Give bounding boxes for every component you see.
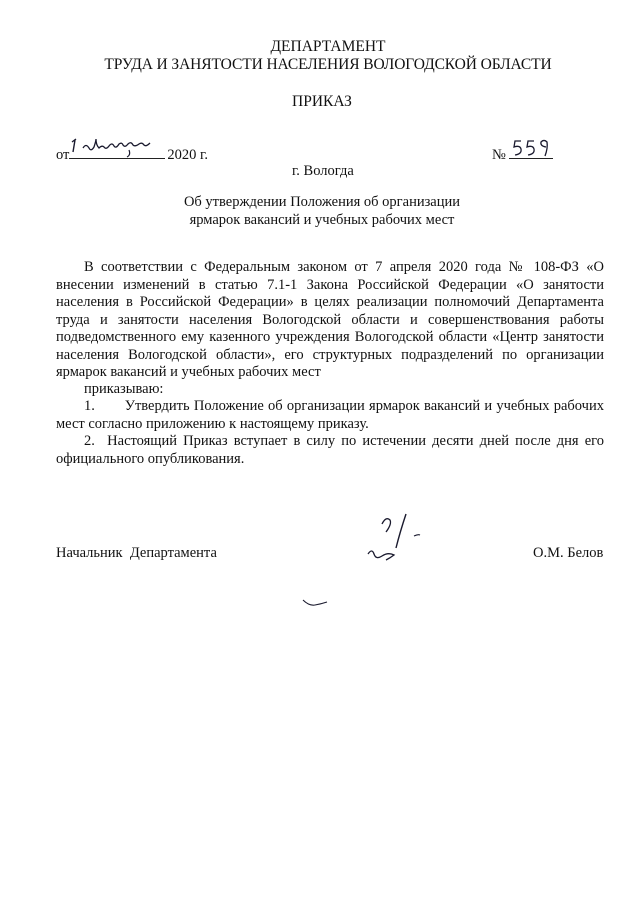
order-item-1: 1. Утвердить Положение об организации ярмарок вакансий и учебных рабочих мест согласно приложению к настоящему приказу.: [56, 398, 608, 432]
handwritten-number: [509, 144, 553, 159]
department-title-line1: ДЕПАРТАМЕНТ: [270, 38, 386, 55]
handwritten-signature: [360, 508, 440, 574]
city: г. Вологда: [292, 163, 354, 179]
order-item-2: 2. Настоящий Приказ вступает в силу по истечении десяти дней после дня его официального опубликования.: [56, 433, 608, 467]
signatory-name: О.М. Белов: [533, 545, 604, 561]
department-title-line2: ТРУДА И ЗАНЯТОСТИ НАСЕЛЕНИЯ ВОЛОГОДСКОЙ ОБЛАСТИ: [104, 56, 552, 73]
order-word: приказываю:: [84, 381, 164, 397]
document-type: ПРИКАЗ: [292, 93, 352, 110]
order-date: [56, 144, 208, 164]
date-prefix: от: [56, 147, 70, 163]
preamble-paragraph: В соответствии с Федеральным законом от 7 апреля 2020 года № 108-ФЗ «О внесении изменений в статью 7.1-1 Закона Российской Федерации «О занятости населения в Российской Федерации» в целях реализации полномочий Департамента труда и занятости населения Вологодской области и совершенствования работы подведомственного ему казенного учреждения Вологодской области «Центр занятости населения Вологодской области», его структурных подразделений по организации ярмарок вакансий и учебных рабочих мест: [56, 259, 604, 380]
order-number: [492, 144, 553, 164]
subject-line2: ярмарок вакансий и учебных рабочих мест: [189, 212, 455, 228]
number-prefix: №: [492, 147, 506, 163]
handwritten-date: [69, 144, 165, 159]
handwritten-number-ink: [511, 138, 555, 158]
signatory-position: Начальник Департамента: [56, 545, 217, 561]
date-year: 2020 г.: [167, 147, 208, 163]
handwritten-date-ink: [69, 136, 165, 158]
ink-mark: [300, 596, 334, 610]
subject-line1: Об утверждении Положения об организации: [183, 194, 461, 210]
